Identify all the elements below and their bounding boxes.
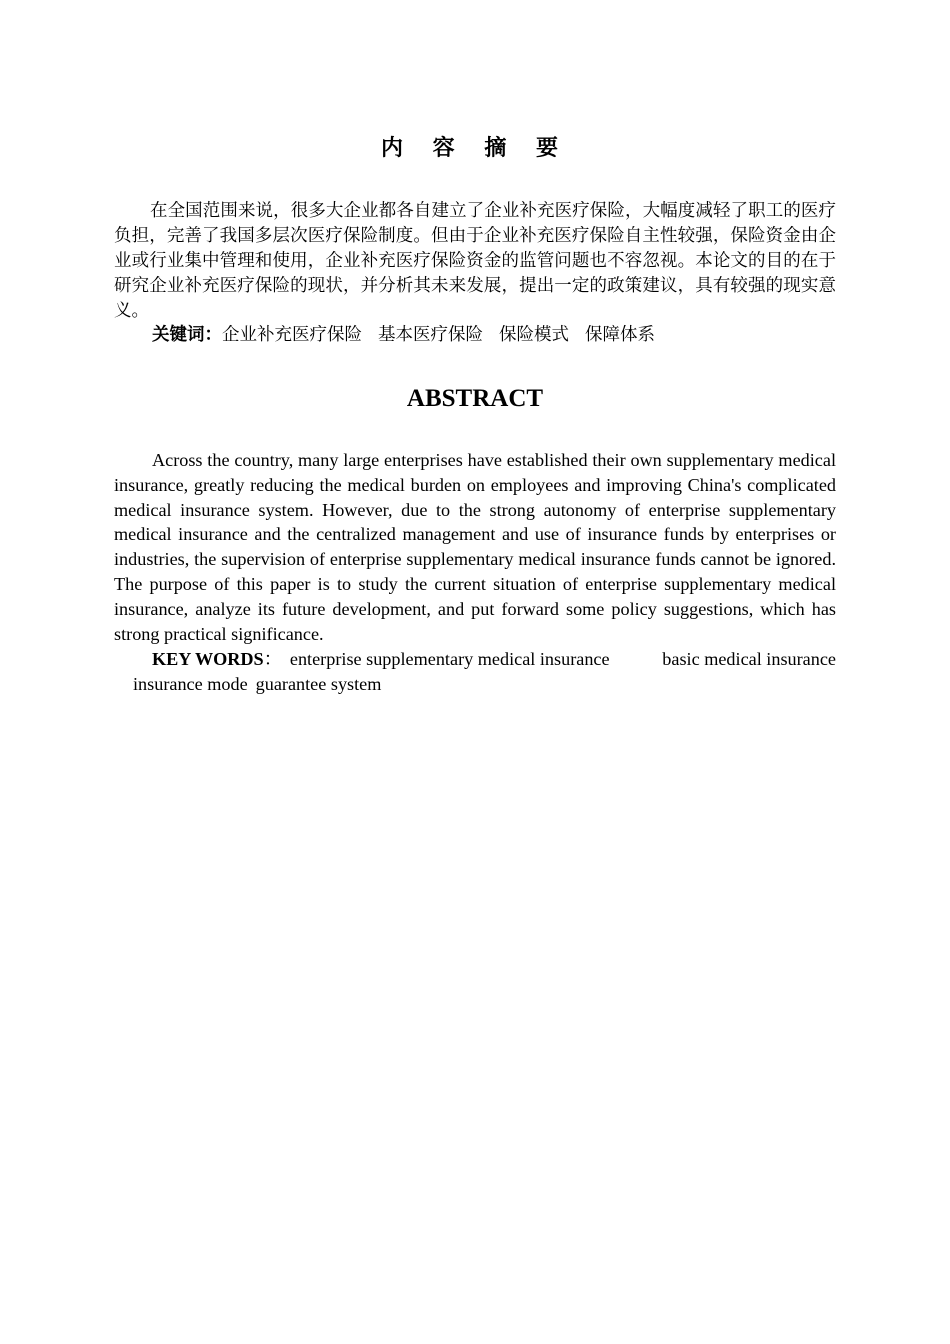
chinese-keyword: 保险模式 <box>499 325 569 345</box>
chinese-keyword: 保障体系 <box>585 325 655 345</box>
english-keyword: enterprise supplementary medical insurance <box>289 649 610 669</box>
english-keyword: guarantee system <box>255 674 382 694</box>
english-abstract-body: Across the country, many large enterprises have established their own supplementary medical insurance, greatly reducing the medical burden on employees and improving China's complicated medical insurance system. However, due to the strong autonomy of enterprise supplementary medical insurance and the centralized management and use of insurance funds by enterprises or industries, the supervision of enterprise supplementary medical insurance funds cannot be ignored. The purpose of this paper is to study the current situation of enterprise supplementary medical insurance, analyze its future development, and put forward some policy suggestions, which has strong practical significance. <box>114 450 836 644</box>
english-keywords-separator: ： <box>263 649 282 669</box>
chinese-abstract-body: 在全国范围来说，很多大企业都各自建立了企业补充医疗保险，大幅度减轻了职工的医疗负担，完善了我国多层次医疗保险制度。但由于企业补充医疗保险自主性较强，保险资金由企业或行业集中管理和使用，企业补充医疗保险资金的监管问题也不容忽视。本论文的目的在于研究企业补充医疗保险的现状，并分析其未来发展，提出一定的政策建议，具有较强的现实意义。 <box>114 201 836 321</box>
chinese-keywords-label: 关键词： <box>152 325 222 345</box>
chinese-keyword: 基本医疗保险 <box>378 325 483 345</box>
english-keywords-line <box>114 647 836 672</box>
english-keyword: insurance mode <box>133 674 248 694</box>
english-keywords-line <box>114 672 836 697</box>
english-keywords-label: KEY WORDS <box>152 649 264 669</box>
english-keywords-head <box>152 647 610 672</box>
english-keywords <box>114 647 836 697</box>
chinese-keywords <box>114 323 836 348</box>
english-keyword: basic medical insurance <box>662 649 836 669</box>
chinese-keyword: 企业补充医疗保险 <box>222 325 362 345</box>
chinese-abstract-title: 内 容 摘 要 <box>381 136 569 161</box>
english-abstract-title: ABSTRACT <box>406 385 544 412</box>
